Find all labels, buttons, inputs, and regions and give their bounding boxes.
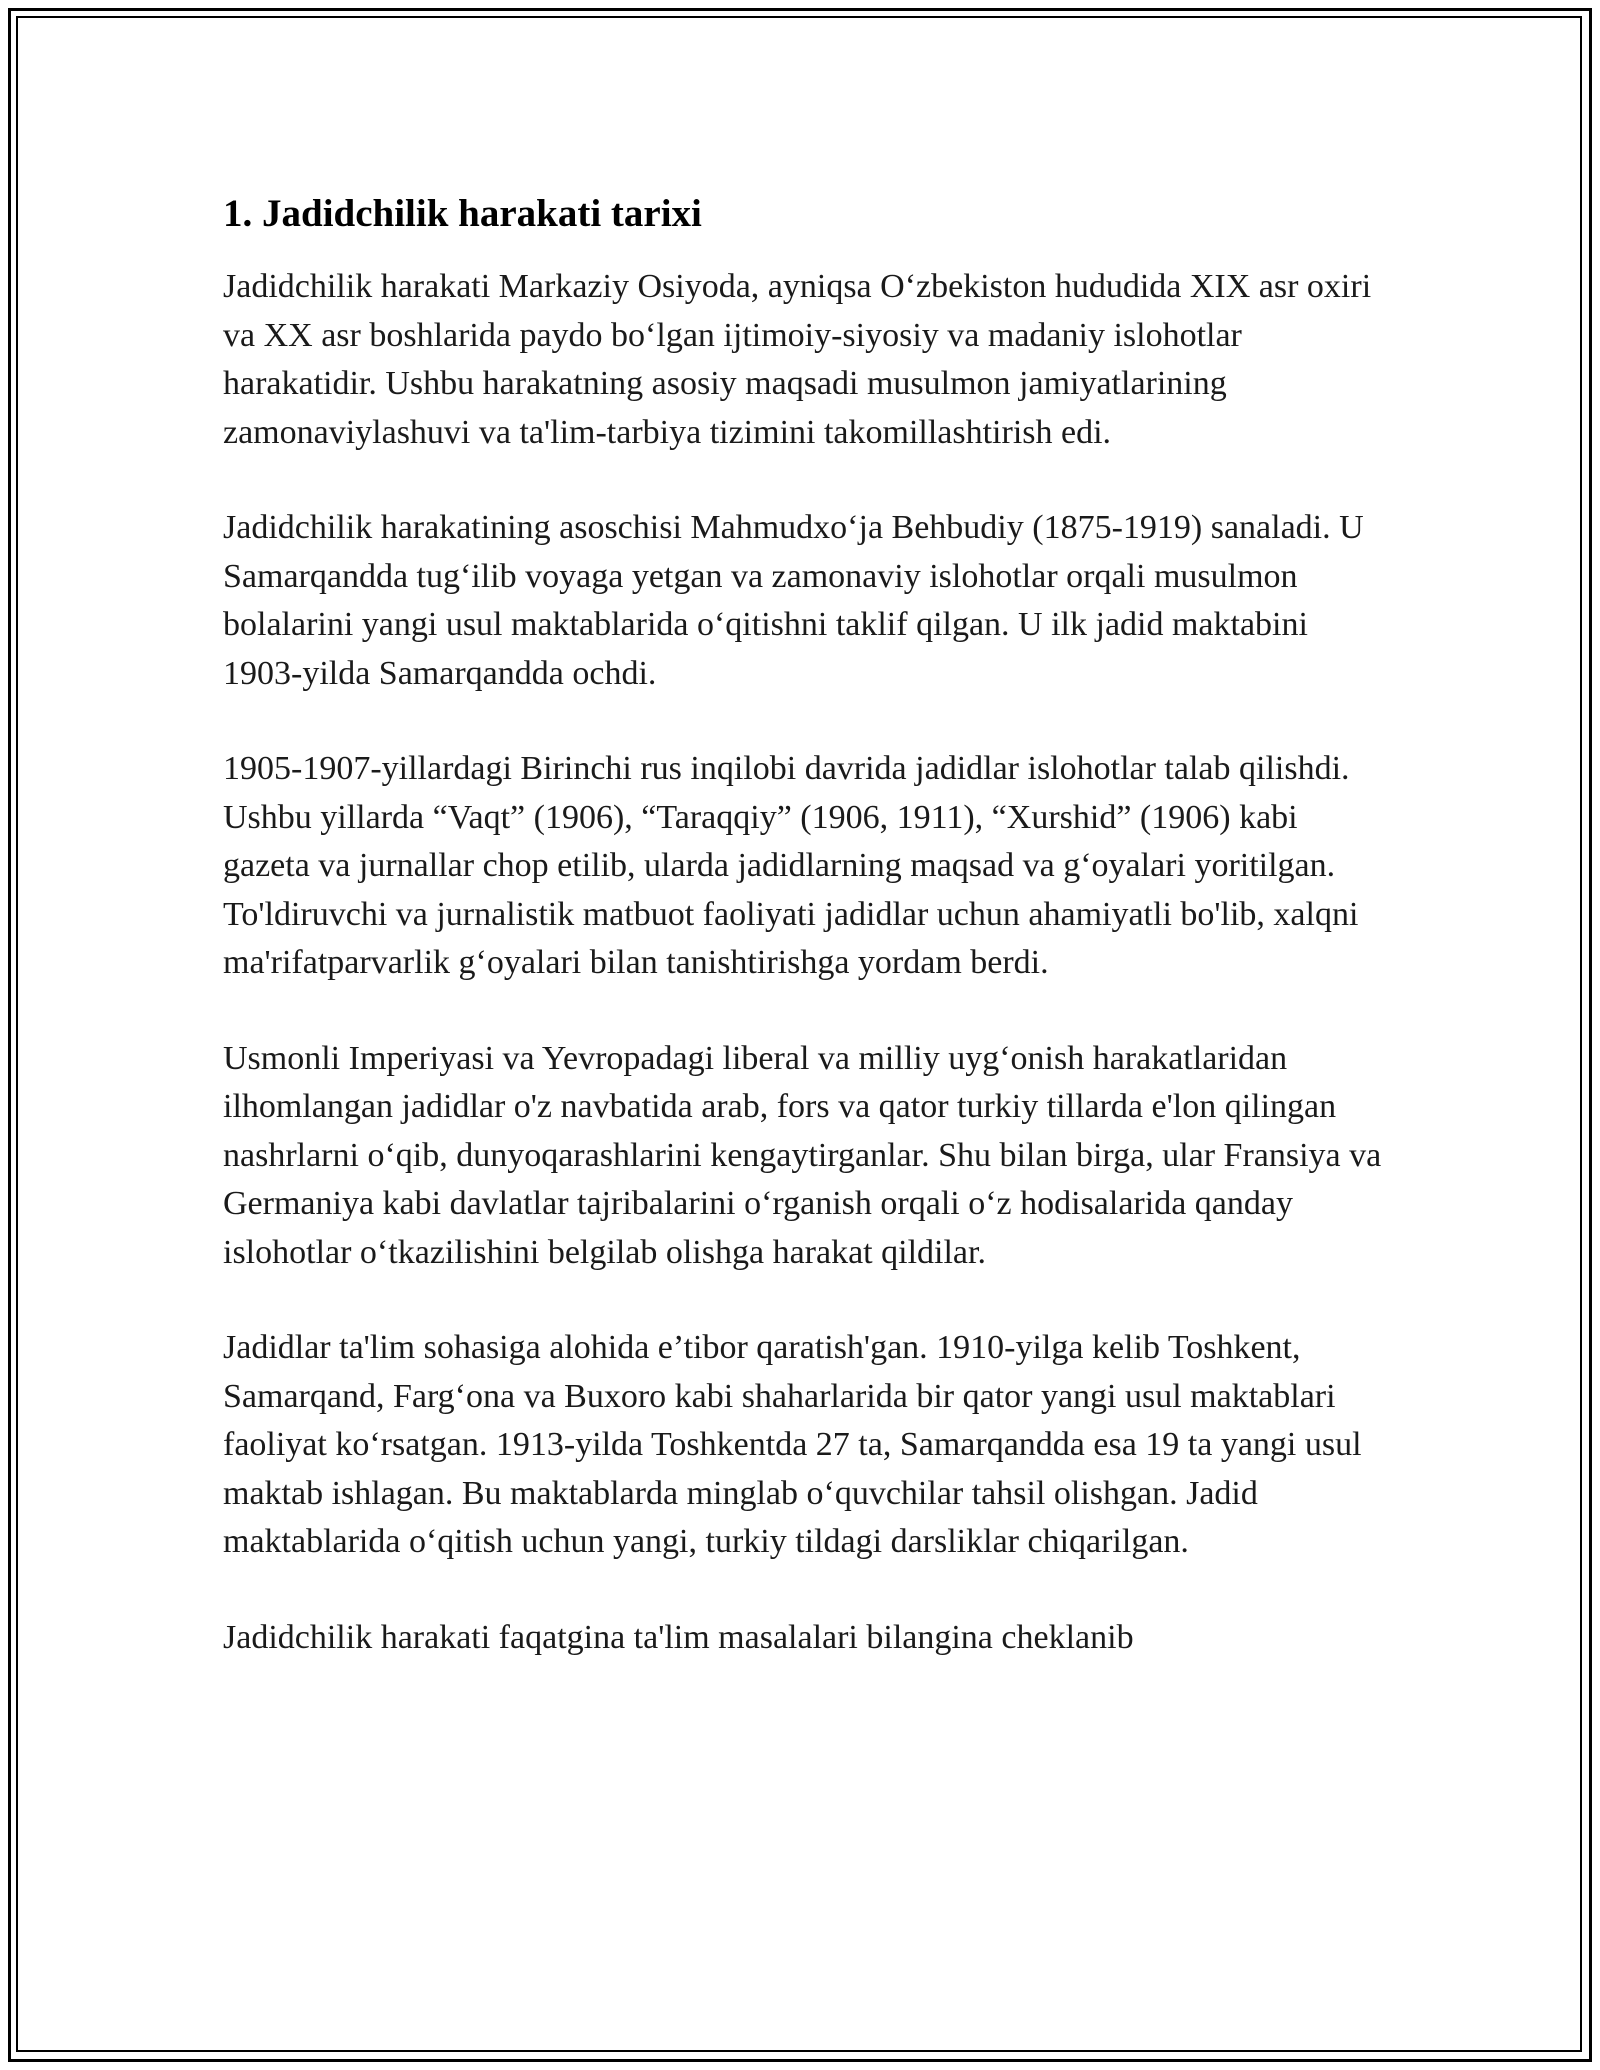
paragraph-5: Jadidlar ta'lim sohasiga alohida e’tibor qaratish'gan. 1910-yilga kelib Toshkent, Samarqand, Farg‘ona va Buxoro kabi shaharlarida bir qator yangi usul maktablari faoliyat ko‘rsatgan. 1913-yilda Toshkentda 27 ta, Samarqandda esa 19 ta yangi usul maktab ishlagan. Bu maktablarda minglab o‘quvchilar tahsil olishgan. Jadid maktablarida o‘qitish uchun yangi, turkiy tildagi darsliklar chiqarilgan. bbox=[223, 1329, 1362, 1560]
paragraph-2: Jadidchilik harakatining asoschisi Mahmudxo‘ja Behbudiy (1875-1919) sanaladi. U Samarqandda tug‘ilib voyaga yetgan va zamonaviy islohotlar orqali musulmon bolalarini yangi usul maktablarida o‘qitishni taklif qilgan. U ilk jadid maktabini 1903-yilda Samarqandda ochdi. bbox=[223, 509, 1364, 692]
paragraph-3: 1905-1907-yillardagi Birinchi rus inqilobi davrida jadidlar islohotlar talab qilishdi. Ushbu yillarda “Vaqt” (1906), “Taraqqiy” (1906, 1911), “Xurshid” (1906) kabi gazeta va jurnallar chop etilib, ularda jadidlarning maqsad va g‘oyalari yoritilgan. To'ldiruvchi va jurnalistik matbuot faoliyati jadidlar uchun ahamiyatli bo'lib, xalqni ma'rifatparvarlik g‘oyalari bilan tanishtirishga yordam berdi. bbox=[223, 750, 1359, 981]
paragraph-6: Jadidchilik harakati faqatgina ta'lim masalalari bilangina cheklanib bbox=[223, 1618, 1134, 1656]
document-body bbox=[223, 190, 1383, 1709]
paragraph-1: Jadidchilik harakati Markaziy Osiyoda, ayniqsa O‘zbekiston hududida XIX asr oxiri va XX asr boshlarida paydo bo‘lgan ijtimoiy-siyosiy va madaniy islohotlar harakatidir. Ushbu harakatning asosiy maqsadi musulmon jamiyatlarining zamonaviylashuvi va ta'lim-tarbiya tizimini takomillashtirish edi. bbox=[223, 268, 1372, 451]
paragraph-4: Usmonli Imperiyasi va Yevropadagi liberal va milliy uyg‘onish harakatlaridan ilhomlangan jadidlar o'z navbatida arab, fors va qator turkiy tillarda e'lon qilingan nashrlarni o‘qib, dunyoqarashlarini kengaytirganlar. Shu bilan birga, ular Fransiya va Germaniya kabi davlatlar tajribalarini o‘rganish orqali o‘z hodisalarida qanday islohotlar o‘tkazilishini belgilab olishga harakat qildilar. bbox=[223, 1039, 1382, 1271]
section-heading: 1. Jadidchilik harakati tarixi bbox=[223, 192, 702, 235]
